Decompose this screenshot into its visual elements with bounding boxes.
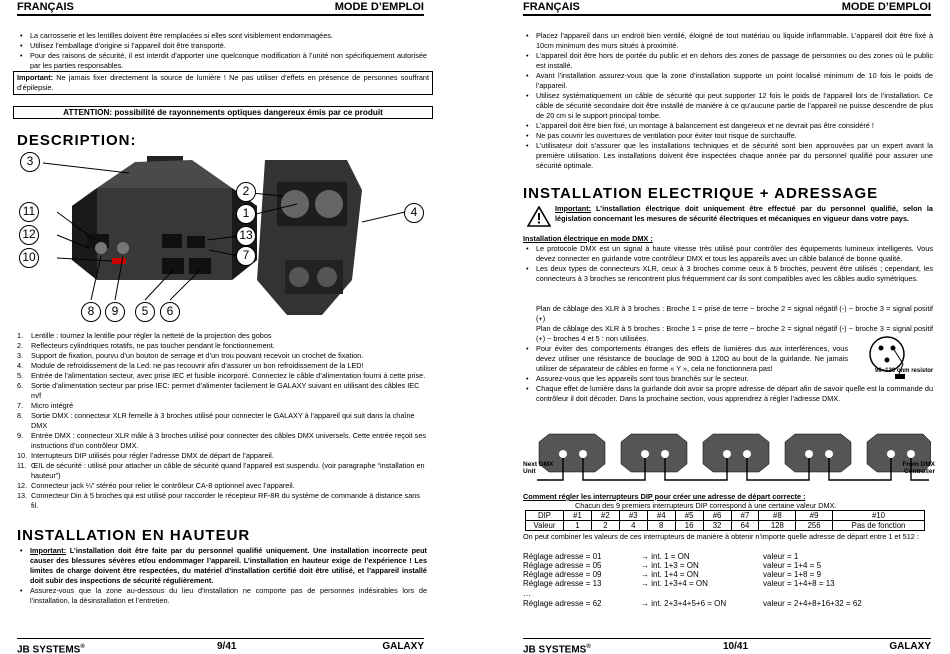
safety-bullets	[523, 31, 933, 171]
description-list	[17, 331, 427, 511]
example-value: valeur = 1+4+8 = 13	[763, 579, 835, 588]
callout-9: 9	[105, 302, 125, 322]
list-item: 6. Sortie d’alimentation secteur par prise IEC: permet d’alimenter facilement le GALAXY suivant en utilisant des câbles IEC m/f	[17, 381, 420, 400]
address-examples	[523, 552, 933, 614]
dip-table	[525, 510, 925, 531]
callout-13: 13	[236, 226, 256, 246]
page-number: 10/41	[723, 641, 749, 652]
list-item: 1. Lentille : tournez la lentille pour régler la netteté de la projection des gobos	[17, 331, 272, 340]
dmx-subtitle: Installation électrique en mode DMX :	[523, 234, 653, 243]
table-cell: #8	[759, 511, 796, 521]
attention-banner	[13, 106, 433, 119]
table-cell: #4	[647, 511, 675, 521]
table-cell: 256	[796, 521, 833, 531]
callout-12: 12	[19, 225, 39, 245]
description-title: DESCRIPTION:	[17, 132, 137, 149]
table-cell: 8	[647, 521, 675, 531]
table-cell: #7	[731, 511, 759, 521]
header-language: FRANÇAIS	[17, 1, 74, 13]
table-cell: 16	[675, 521, 703, 531]
footer-brand: JB SYSTEMS®	[17, 644, 85, 654]
dip-title: Comment régler les interrupteurs DIP pour créer une adresse de départ correcte :	[523, 492, 806, 501]
list-item: 13. Connecteur Din à 5 broches qui est utilisé pour raccorder le récepteur RF-8R du système de commande à distance sans fil.	[17, 491, 420, 510]
table-cell: 128	[759, 521, 796, 531]
footer-brand: JB SYSTEMS®	[523, 644, 591, 654]
important-label: Important:	[17, 73, 54, 82]
wiring-xlr3: Plan de câblage des XLR à 3 broches : Broche 1 = prise de terre ~ broche 2 = signal négatif (-) ~ broche 3 = signal positif (+)	[536, 304, 933, 323]
list-item: • Utilisez systématiquement un câble de sécurité qui peut supporter 12 fois le poids de l’appareil lors de l’installation. Ce câble de sécurité secondaire doit être installé de manière à ce qu’aucune partie de l’appareil ne puisse descendre de plus de 20 cm si le support principal tombe.	[523, 91, 933, 121]
list-item: • Assurez-vous que la zone au-dessous du lieu d’installation ne comporte pas de personnes indésirables lors de l’installation, la désinstallation et l’entretien.	[17, 586, 427, 606]
list-item: 8. Sortie DMX : connecteur XLR femelle à 3 broches utilisé pour connecter le GALAXY à l’appareil qui suit dans la chaîne DMX	[17, 411, 415, 430]
callout-8: 8	[81, 302, 101, 322]
footer-model: GALAXY	[382, 641, 424, 652]
list-item: 3. Support de fixation, pourvu d’un bouton de serrage et d’un trou pouvant recevoir un crochet de fixation.	[17, 351, 364, 360]
important-box	[13, 71, 433, 95]
page-header	[17, 0, 424, 16]
example-switches: → int. 2+3+4+5+6 = ON	[641, 599, 727, 608]
callout-11: 11	[19, 202, 39, 222]
list-item: • Avant l’installation assurez-vous que la zone d’installation supporte un point localisé minimum de 10 fois le poids de l’appareil.	[523, 71, 933, 91]
dmx-chain-diagram	[525, 428, 931, 486]
page-header	[523, 0, 931, 16]
intro-bullets	[17, 31, 427, 71]
list-item: • La carrosserie et les lentilles doivent être remplacées si elles sont visiblement endommagées.	[17, 31, 427, 41]
table-cell: #3	[619, 511, 647, 521]
example-address: Réglage adresse = 13	[523, 579, 602, 588]
example-value: valeur = 1+4 = 5	[763, 561, 822, 570]
table-cell: 1	[564, 521, 592, 531]
electrical-important: Important: L’installation électrique doit uniquement être effectué par du personnel qualifié, selon la législation concernant les mesures de sécurité électriques et mécaniques en vigueur dans votre pays.	[555, 204, 933, 223]
from-dmx-controller-label: From DMX Controller	[902, 461, 935, 475]
right-page	[475, 0, 950, 654]
table-row	[526, 511, 925, 521]
list-item: • Chaque effet de lumière dans la guirlande doit avoir sa propre adresse de départ afin de savoir quelle est la commande du contrôleur il doit décoder. Dans la prochaine section, vous apprendrez à régler l’adresse DMX.	[523, 384, 933, 404]
table-cell: #1	[564, 511, 592, 521]
xlr-resistor-icon	[865, 334, 933, 386]
table-row	[526, 521, 925, 531]
list-item: • Ne pas couvrir les ouvertures de ventilation pour éviter tout risque de surchauffe.	[523, 131, 933, 141]
list-item: 12. Connecteur jack ¼” stéréo pour relier le contrôleur CA-8 optionnel avec l’appareil.	[17, 481, 295, 490]
list-item: • Les deux types de connecteurs XLR, ceux à 3 broches comme ceux à 5 broches, peuvent être utilisés ; cependant, les connecteurs à 3 broches se rencontrent plus fréquemment car ils sont compatibles avec les câbles audio symétriques.	[523, 264, 933, 284]
example-address: Réglage adresse = 09	[523, 570, 602, 579]
example-switches: → int. 1+3 = ON	[641, 561, 699, 570]
example-value: valeur = 2+4+8+16+32 = 62	[763, 599, 862, 608]
callout-1: 1	[236, 204, 256, 224]
resistor-label: 90~120 ohm resistor	[875, 368, 934, 374]
device-illustration	[17, 150, 427, 328]
callout-5: 5	[135, 302, 155, 322]
list-item: • Assurez-vous que les appareils sont tous branchés sur le secteur.	[523, 374, 933, 384]
install-title: INSTALLATION EN HAUTEUR	[17, 527, 251, 544]
header-language: FRANÇAIS	[523, 1, 580, 13]
table-cell: 4	[619, 521, 647, 531]
example-address: Réglage adresse = 01	[523, 552, 602, 561]
callout-3: 3	[20, 152, 40, 172]
table-cell: 2	[591, 521, 619, 531]
list-item: • Pour des raisons de sécurité, il est interdit d’apporter une quelconque modification à l’unité non spécifiquement autorisée par les parties responsables.	[17, 51, 427, 71]
example-switches: → int. 1+3+4 = ON	[641, 579, 708, 588]
callout-10: 10	[19, 248, 39, 268]
list-item: 4. Module de refroidissement de la Led: ne pas recouvrir afin d’assurer un bon refroidissement de la LED!	[17, 361, 364, 370]
dip-intro: On peut combiner les valeurs de ces interrupteurs de manière à obtenir n’importe quelle adresse de départ entre 1 et 512 :	[523, 532, 919, 541]
callout-4: 4	[404, 203, 424, 223]
table-cell: #5	[675, 511, 703, 521]
table-cell: #2	[591, 511, 619, 521]
list-item: • Placez l’appareil dans un endroit bien ventilé, éloigné de tout matériau ou liquide inflammable. L’appareil doit être fixé à 10cm minimum des murs situés à proximité.	[523, 31, 933, 51]
header-title: MODE D’EMPLOI	[841, 1, 931, 13]
footer-model: GALAXY	[889, 641, 931, 652]
electrical-title: INSTALLATION ELECTRIQUE + ADRESSAGE	[523, 185, 879, 202]
table-cell: DIP	[526, 511, 564, 521]
side-view-unit	[257, 160, 362, 315]
next-dmx-unit-label: Next DMX Unit	[523, 461, 554, 475]
important-text: Ne jamais fixer directement la source de lumière ! Ne pas utiliser d’effets en présence de personnes souffrant d’épilepsie.	[17, 73, 429, 92]
dmx-bullets	[523, 244, 933, 284]
table-cell: 64	[731, 521, 759, 531]
list-item: • Utilisez l’emballage d’origine si l’appareil doit être transporté.	[17, 41, 427, 51]
list-item: 2. Reflecteurs cylindriques rotatifs, ne pas toucher pendant le fonctionnement.	[17, 341, 275, 350]
example-value: valeur = 1+8 = 9	[763, 570, 822, 579]
example-address: Réglage adresse = 62	[523, 599, 602, 608]
warning-icon	[527, 206, 551, 227]
header-title: MODE D’EMPLOI	[334, 1, 424, 13]
list-item: • Le protocole DMX est un signal à haute vitesse très utilisé pour contrôler des équipements lumineux intelligents. Vous devez connecter en guirlande votre contrôleur DMX et tous les appareils avec un câble balancé de bonne qualité.	[523, 244, 933, 264]
list-item: • Pour éviter des comportements étranges des effets de lumières dus aux interférences, vous devez utiliser une résistance de bouclage de 90Ω à 120Ω au bout de la guirlande. Ne jamais utiliser de séparateur de câbles en forme « Y », cela ne fonctionnera pas!	[523, 344, 933, 374]
list-item: 5. Entrée de l’alimentation secteur, avec prise IEC et fusible incorporé. Connectez le câble d’alimentation fourni à cette prise.	[17, 371, 426, 380]
install-bullets	[17, 546, 427, 606]
wiring-xlr5: Plan de câblage des XLR à 5 broches : Broche 1 = prise de terre ~ broche 2 = signal négatif (-) ~ broche 3 = signal positif (+) ~ broches 4 et 5 : non utilisées.	[536, 324, 933, 343]
example-switches: → int. 1+4 = ON	[641, 570, 699, 579]
list-item: 7. Micro intégré	[17, 401, 74, 410]
page-footer	[523, 638, 931, 654]
table-cell: Pas de fonction	[833, 521, 925, 531]
callout-7: 7	[236, 246, 256, 266]
dip-subtitle: Chacun des 9 premiers interrupteurs DIP correspond à une certaine valeur DMX.	[575, 501, 837, 510]
list-item: • Important: L’installation doit être faite par du personnel qualifié uniquement. Une installation incorrecte peut causer des blessures sévères et/ou endommager l’appareil. L’installation en hauteur exige de l’expérience ! Les limites de charge doivent être respectées, du matériel d’installation certifié doit être utilisé, et l’appareil installé doit subir des inspections de sécurité régulièrement.	[17, 546, 427, 586]
table-cell: Valeur	[526, 521, 564, 531]
list-item: • L’appareil doit être bien fixé, un montage à balancement est dangereux et ne devrait pas être considéré !	[523, 121, 933, 131]
table-cell: #6	[703, 511, 731, 521]
table-cell: #9	[796, 511, 833, 521]
callout-2: 2	[236, 182, 256, 202]
list-item: 11. ŒIL de sécurité : utilisé pour attacher un câble de sécurité quand l’appareil est suspendu. (voir paragraphe “installation en hauteur”)	[17, 461, 425, 480]
list-item: 10. Interrupteurs DIP utilisés pour régler l’adresse DMX de départ de l’appareil.	[17, 451, 274, 460]
example-switches: → int. 1 = ON	[641, 552, 690, 561]
example-address: Réglage adresse = 05	[523, 561, 602, 570]
table-cell: 32	[703, 521, 731, 531]
attention-text: ATTENTION: possibilité de rayonnements optiques dangereux émis par ce produit	[63, 108, 383, 117]
page-footer	[17, 638, 424, 654]
list-item: • L’appareil doit être hors de portée du public et en dehors des zones de passage de personnes ou des zones où le public est installé.	[523, 51, 933, 71]
list-item: 9. Entrée DMX : connecteur XLR mâle à 3 broches utilisé pour connecter des câbles DMX universels. Cette entrée reçoit ses instructions d’un contrôleur DMX.	[17, 431, 427, 450]
example-value: valeur = 1	[763, 552, 799, 561]
table-cell: #10	[833, 511, 925, 521]
list-item: • L’utilisateur doit s’assurer que les installations techniques et de sécurité sont bien approuvées par un expert avant la première utilisation. Les installations doivent être inspectées chaque année par du personnel qualifié pour assurer une sécurité optimale.	[523, 141, 933, 171]
page-number: 9/41	[217, 641, 237, 652]
callout-6: 6	[160, 302, 180, 322]
example-ellipsis: …	[523, 589, 531, 598]
